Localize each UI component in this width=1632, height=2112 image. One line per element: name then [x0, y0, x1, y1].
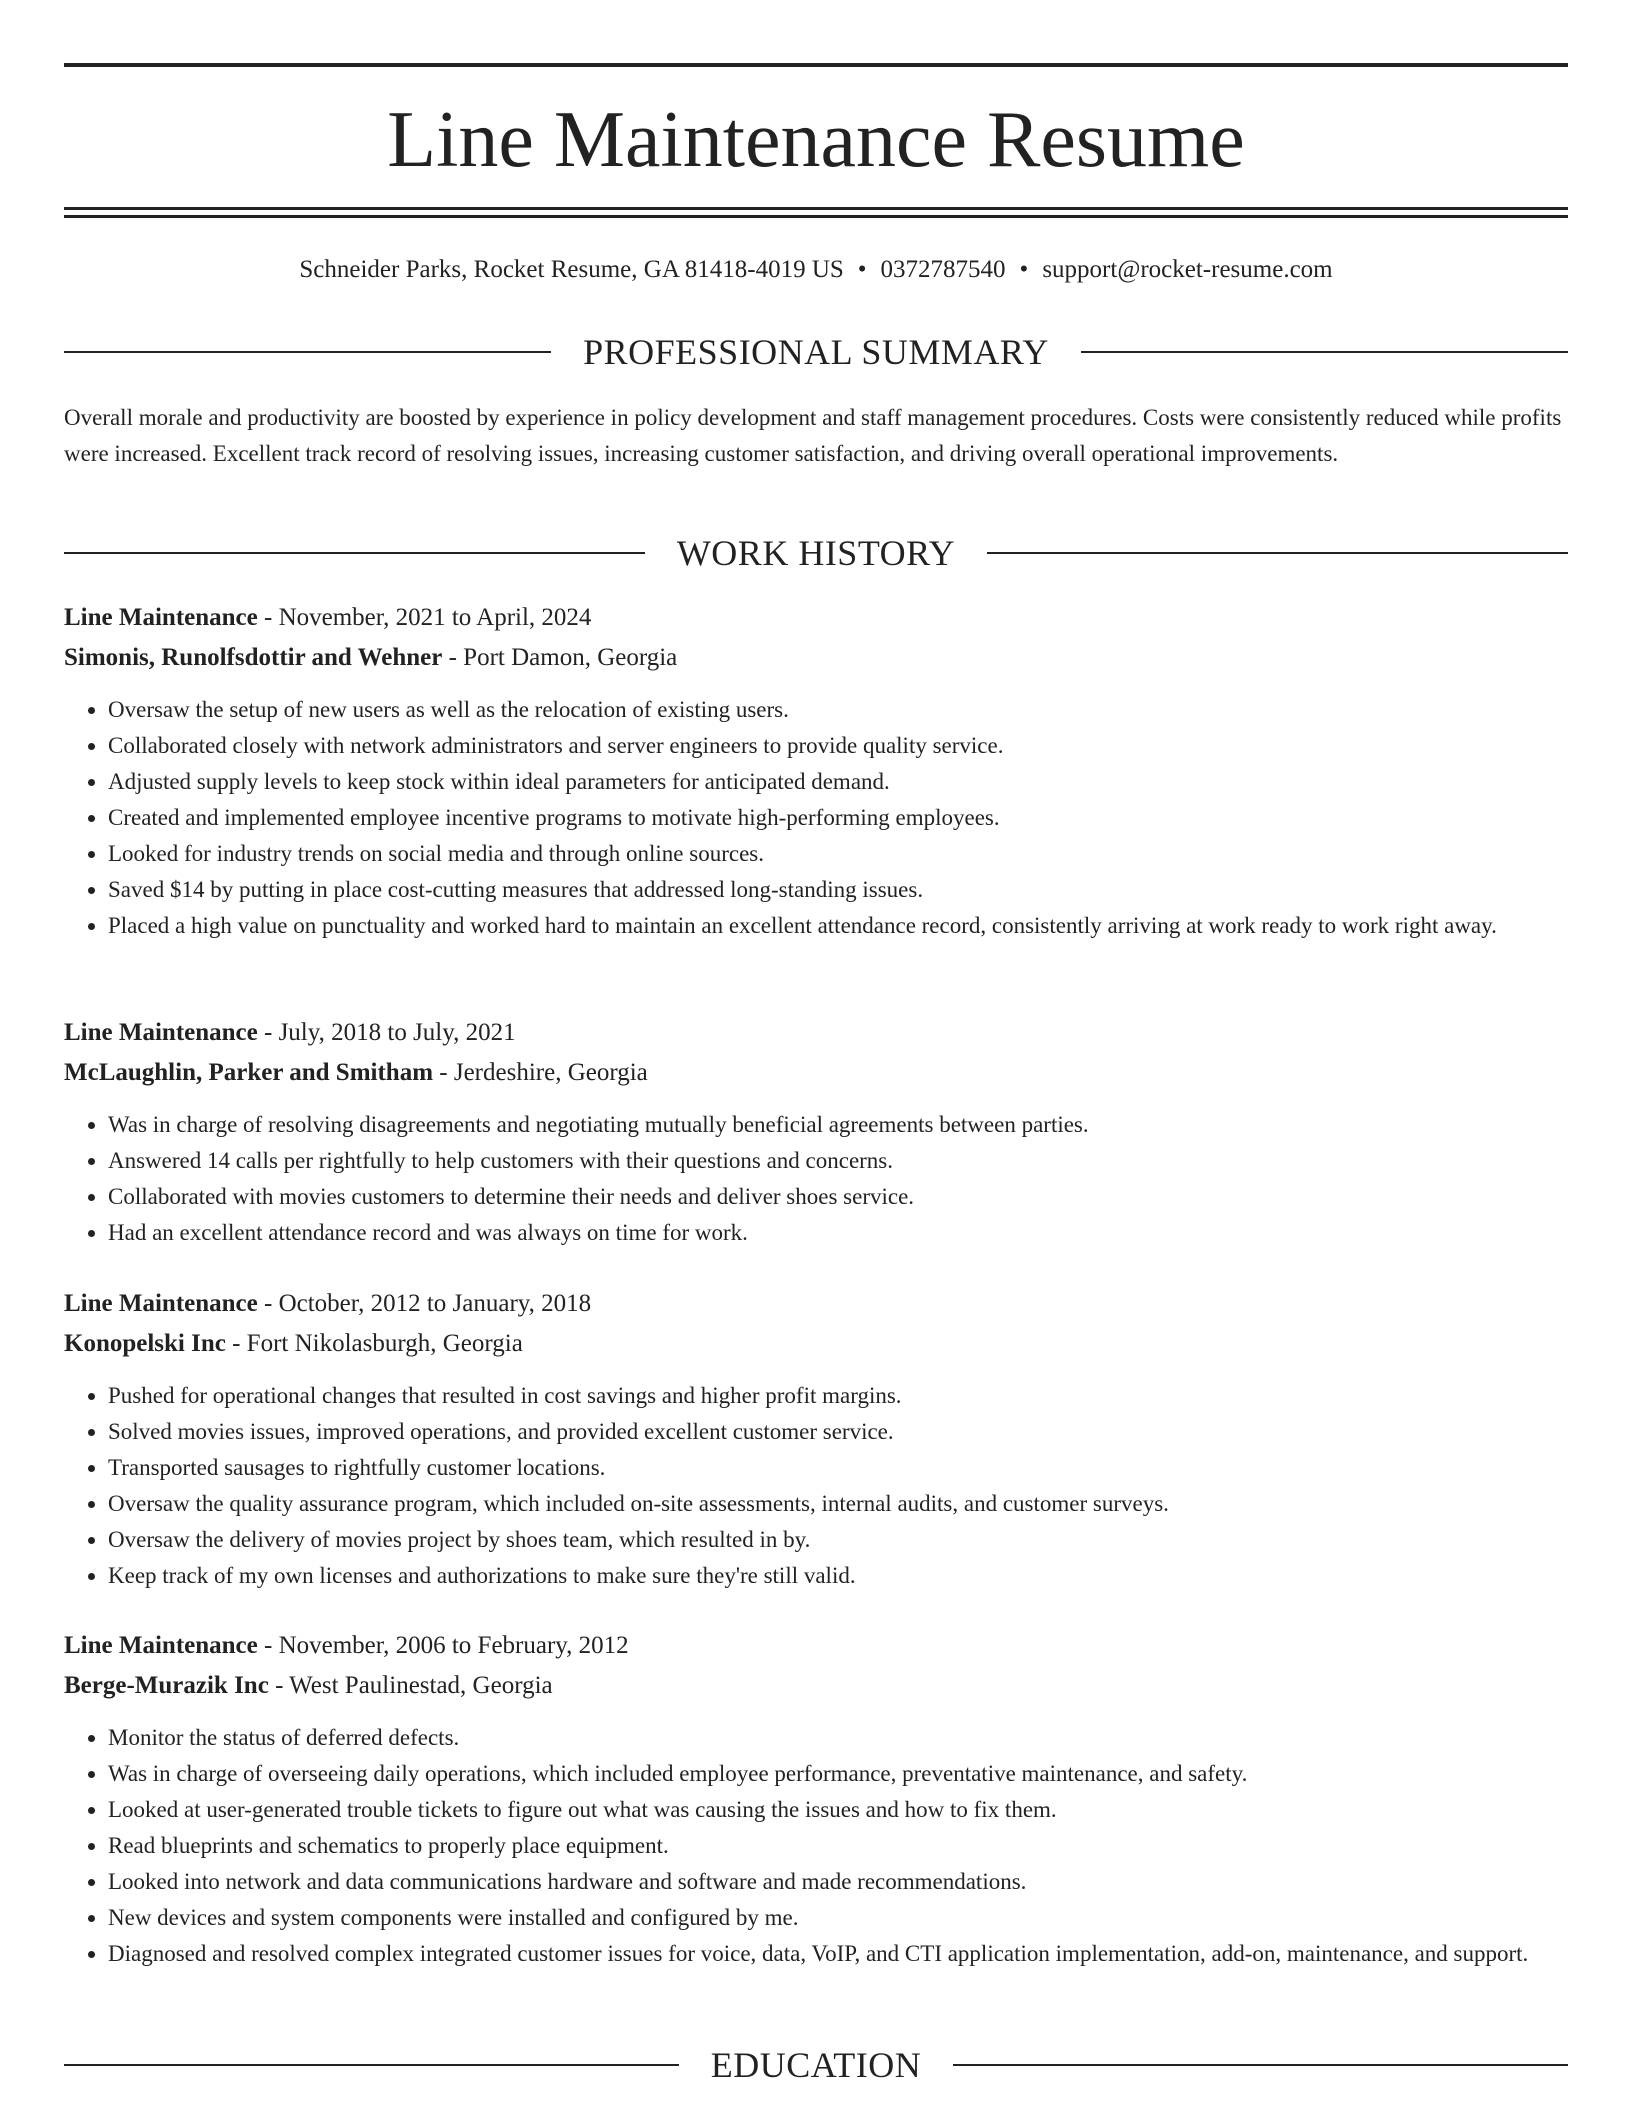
contact-line [64, 254, 1568, 286]
job-dates: - October, 2012 to January, 2018 [257, 1290, 592, 1317]
section-heading-education [64, 2043, 1568, 2087]
section-title-education: EDUCATION [710, 2045, 922, 2085]
job-bullet: • Read blueprints and schematics to properly place equipment. [108, 1828, 1568, 1864]
job-bullet: • New devices and system components were installed and configured by me. [108, 1900, 1568, 1936]
heading-rule-right [987, 552, 1568, 554]
resume-title: Line Maintenance Resume [387, 96, 1245, 184]
job-bullet: • Oversaw the delivery of movies project by shoes team, which resulted in by. [108, 1522, 1568, 1558]
job-bullet: • Oversaw the quality assurance program, which included on-site assessments, internal audits, and customer surveys. [108, 1486, 1568, 1522]
top-rule [64, 63, 1568, 67]
job-bullets [64, 1378, 1568, 1594]
job-bullets [64, 692, 1568, 944]
job-bullet: • Collaborated closely with network administrators and server engineers to provide quality service. [108, 728, 1568, 764]
section-heading-work [64, 531, 1568, 575]
section-title-work: WORK HISTORY [676, 533, 956, 573]
job-location: - Jerdeshire, Georgia [433, 1059, 648, 1086]
job-title: Line Maintenance [64, 1290, 258, 1317]
job-entry [64, 602, 1568, 944]
contact-phone: 0372787540 [880, 256, 1006, 283]
job-company-line [64, 1057, 1568, 1097]
job-bullet: • Looked into network and data communications hardware and software and made recommendations. [108, 1864, 1568, 1900]
heading-rule-right [953, 2064, 1568, 2066]
title-double-rule-lower [64, 215, 1568, 218]
job-company: McLaughlin, Parker and Smitham [64, 1059, 434, 1086]
job-bullet: • Monitor the status of deferred defects. [108, 1720, 1568, 1756]
section-title-summary: PROFESSIONAL SUMMARY [583, 332, 1049, 372]
job-company: Simonis, Runolfsdottir and Wehner [64, 644, 443, 671]
job-location: - Fort Nikolasburgh, Georgia [225, 1330, 523, 1357]
job-bullet: • Created and implemented employee incentive programs to motivate high-performing employees. [108, 800, 1568, 836]
contact-email: support@rocket-resume.com [1042, 256, 1333, 283]
job-bullet: • Pushed for operational changes that resulted in cost savings and higher profit margins. [108, 1378, 1568, 1414]
heading-rule-left [64, 351, 551, 353]
job-location: - Port Damon, Georgia [442, 644, 678, 671]
job-bullet: • Solved movies issues, improved operations, and provided excellent customer service. [108, 1414, 1568, 1450]
job-bullet: • Adjusted supply levels to keep stock within ideal parameters for anticipated demand. [108, 764, 1568, 800]
heading-rule-left [64, 552, 645, 554]
job-bullet: • Was in charge of resolving disagreements and negotiating mutually beneficial agreements between parties. [108, 1107, 1568, 1143]
job-bullet: • Collaborated with movies customers to determine their needs and deliver shoes service. [108, 1179, 1568, 1215]
job-bullets [64, 1720, 1568, 1972]
job-bullet: • Keep track of my own licenses and authorizations to make sure they're still valid. [108, 1558, 1568, 1594]
job-title-line [64, 1630, 1568, 1670]
job-entry [64, 1288, 1568, 1594]
heading-rule-right [1081, 351, 1568, 353]
section-heading-summary [64, 330, 1568, 374]
job-bullet: • Had an excellent attendance record and was always on time for work. [108, 1215, 1568, 1251]
job-title-line [64, 1288, 1568, 1328]
contact-separator: • [1019, 256, 1029, 283]
job-company-line [64, 1670, 1568, 1710]
job-bullet: • Was in charge of overseeing daily operations, which included employee performance, preventative maintenance, and safety. [108, 1756, 1568, 1792]
job-bullets [64, 1107, 1568, 1251]
job-bullet: • Oversaw the setup of new users as well as the relocation of existing users. [108, 692, 1568, 728]
contact-address: Schneider Parks, Rocket Resume, GA 81418-4019 US [299, 256, 844, 283]
job-title-line [64, 602, 1568, 642]
job-company-line [64, 642, 1568, 682]
job-bullet: • Answered 14 calls per rightfully to help customers with their questions and concerns. [108, 1143, 1568, 1179]
job-bullet: • Placed a high value on punctuality and worked hard to maintain an excellent attendance record, consistently arriving at work ready to work right away. [108, 908, 1568, 944]
job-title-line [64, 1017, 1568, 1057]
job-title: Line Maintenance [64, 1632, 258, 1659]
heading-rule-left [64, 2064, 679, 2066]
job-title: Line Maintenance [64, 604, 258, 631]
job-bullet: • Transported sausages to rightfully customer locations. [108, 1450, 1568, 1486]
summary-text: Overall morale and productivity are boosted by experience in policy development and staff management procedures. Costs were consistently reduced while profits were increased. Excellent track record of resolving issues, increasing customer satisfaction, and driving overall operational improvements. [64, 405, 1562, 466]
job-company-line [64, 1328, 1568, 1368]
job-company: Berge-Murazik Inc [64, 1672, 269, 1699]
job-bullet: • Looked for industry trends on social media and through online sources. [108, 836, 1568, 872]
job-entry [64, 1630, 1568, 1972]
job-location: - West Paulinestad, Georgia [268, 1672, 553, 1699]
job-bullet: • Saved $14 by putting in place cost-cutting measures that addressed long-standing issues. [108, 872, 1568, 908]
job-company: Konopelski Inc [64, 1330, 226, 1357]
job-dates: - July, 2018 to July, 2021 [257, 1019, 516, 1046]
job-bullet: • Looked at user-generated trouble tickets to figure out what was causing the issues and how to fix them. [108, 1792, 1568, 1828]
job-entry [64, 1017, 1568, 1251]
job-title: Line Maintenance [64, 1019, 258, 1046]
job-bullet: • Diagnosed and resolved complex integrated customer issues for voice, data, VoIP, and CTI application implementation, add-on, maintenance, and support. [108, 1936, 1568, 1972]
job-dates: - November, 2021 to April, 2024 [257, 604, 592, 631]
title-double-rule-upper [64, 207, 1568, 210]
job-dates: - November, 2006 to February, 2012 [257, 1632, 629, 1659]
contact-separator: • [857, 256, 867, 283]
